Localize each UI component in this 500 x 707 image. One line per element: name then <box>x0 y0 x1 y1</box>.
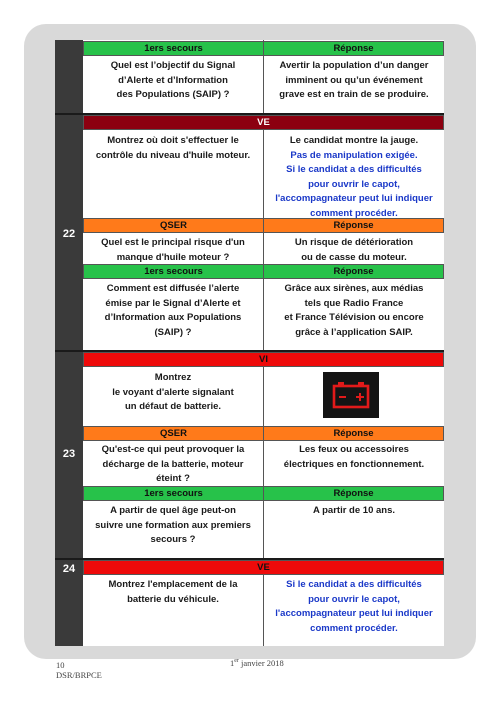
question-first-aid-saip-broadcast: Comment est diffusée l’alerte émise par le Signal d’Alerte et d’Information aux Populations (SAIP) ? <box>104 283 242 338</box>
organization-code: DSR/BRPCE <box>56 670 102 680</box>
question-vi-battery-warning: Montrez le voyant d'alerte signalant un défaut de batterie. <box>112 372 234 412</box>
section-number-24: 24 <box>62 563 76 575</box>
document-date: 1er janvier 2018 <box>230 658 284 668</box>
header-qser: QSER <box>83 218 264 233</box>
battery-warning-icon <box>323 372 379 418</box>
header-ve: VE <box>83 115 444 130</box>
header-ve: VE <box>83 560 444 575</box>
question-first-aid-age: A partir de quel âge peut-on suivre une formation aux premiers secours ? <box>95 505 251 545</box>
answer-qser-oil: Un risque de détérioration ou de casse du moteur. <box>294 237 414 263</box>
section-number-22: 22 <box>62 228 76 240</box>
header-answer: Réponse <box>263 41 444 56</box>
header-answer: Réponse <box>263 218 444 233</box>
answer-qser-battery: Les feux ou accessoires électriques en fonctionnement. <box>283 444 425 470</box>
header-first-aid: 1ers secours <box>83 486 264 501</box>
answer-first-aid-age: A partir de 10 ans. <box>312 505 395 516</box>
question-qser-battery: Qu'est-ce qui peut provoquer la décharge de la batterie, moteur éteint ? <box>101 444 245 484</box>
question-ve-battery-location: Montrez l'emplacement de la batterie du véhicule. <box>108 579 238 605</box>
header-qser: QSER <box>83 426 264 441</box>
number-column-top <box>55 40 83 113</box>
answer-ve-battery-location: Si le candidat a des difficultés pour ouvrir le capot, l'accompagnateur peut lui indiquer comment procéder. <box>275 579 433 634</box>
section-number-23: 23 <box>62 448 76 460</box>
header-vi: VI <box>83 352 444 367</box>
answer-first-aid-saip: Avertir la population d’un danger imminent ou qu’un événement grave est en train de se produire. <box>279 60 429 100</box>
question-ve-oil-level: Montrez où doit s'effectuer le contrôle du niveau d'huile moteur. <box>95 135 251 161</box>
question-sheet <box>55 40 444 646</box>
page-number: 10 <box>56 660 65 670</box>
header-first-aid: 1ers secours <box>83 264 264 279</box>
header-answer: Réponse <box>263 486 444 501</box>
answer-first-aid-saip-broadcast: Grâce aux sirènes, aux médias tels que Radio France et France Télévision ou encore grâce à l’application SAIP. <box>284 283 424 338</box>
header-answer: Réponse <box>263 426 444 441</box>
answer-ve-oil-level: Le candidat montre la jauge. Pas de manipulation exigée. Si le candidat a des difficultés pour ouvrir le capot, l'accompagnateur peut lui indiquer comment procéder. <box>275 135 433 219</box>
header-answer: Réponse <box>263 264 444 279</box>
battery-warning-icon-graphic <box>323 372 379 418</box>
question-qser-oil: Quel est le principal risque d'un manque d'huile moteur ? <box>101 237 245 263</box>
header-first-aid: 1ers secours <box>83 41 264 56</box>
question-first-aid-saip: Quel est l’objectif du Signal d’Alerte et d’Information des Populations (SAIP) ? <box>110 60 236 100</box>
